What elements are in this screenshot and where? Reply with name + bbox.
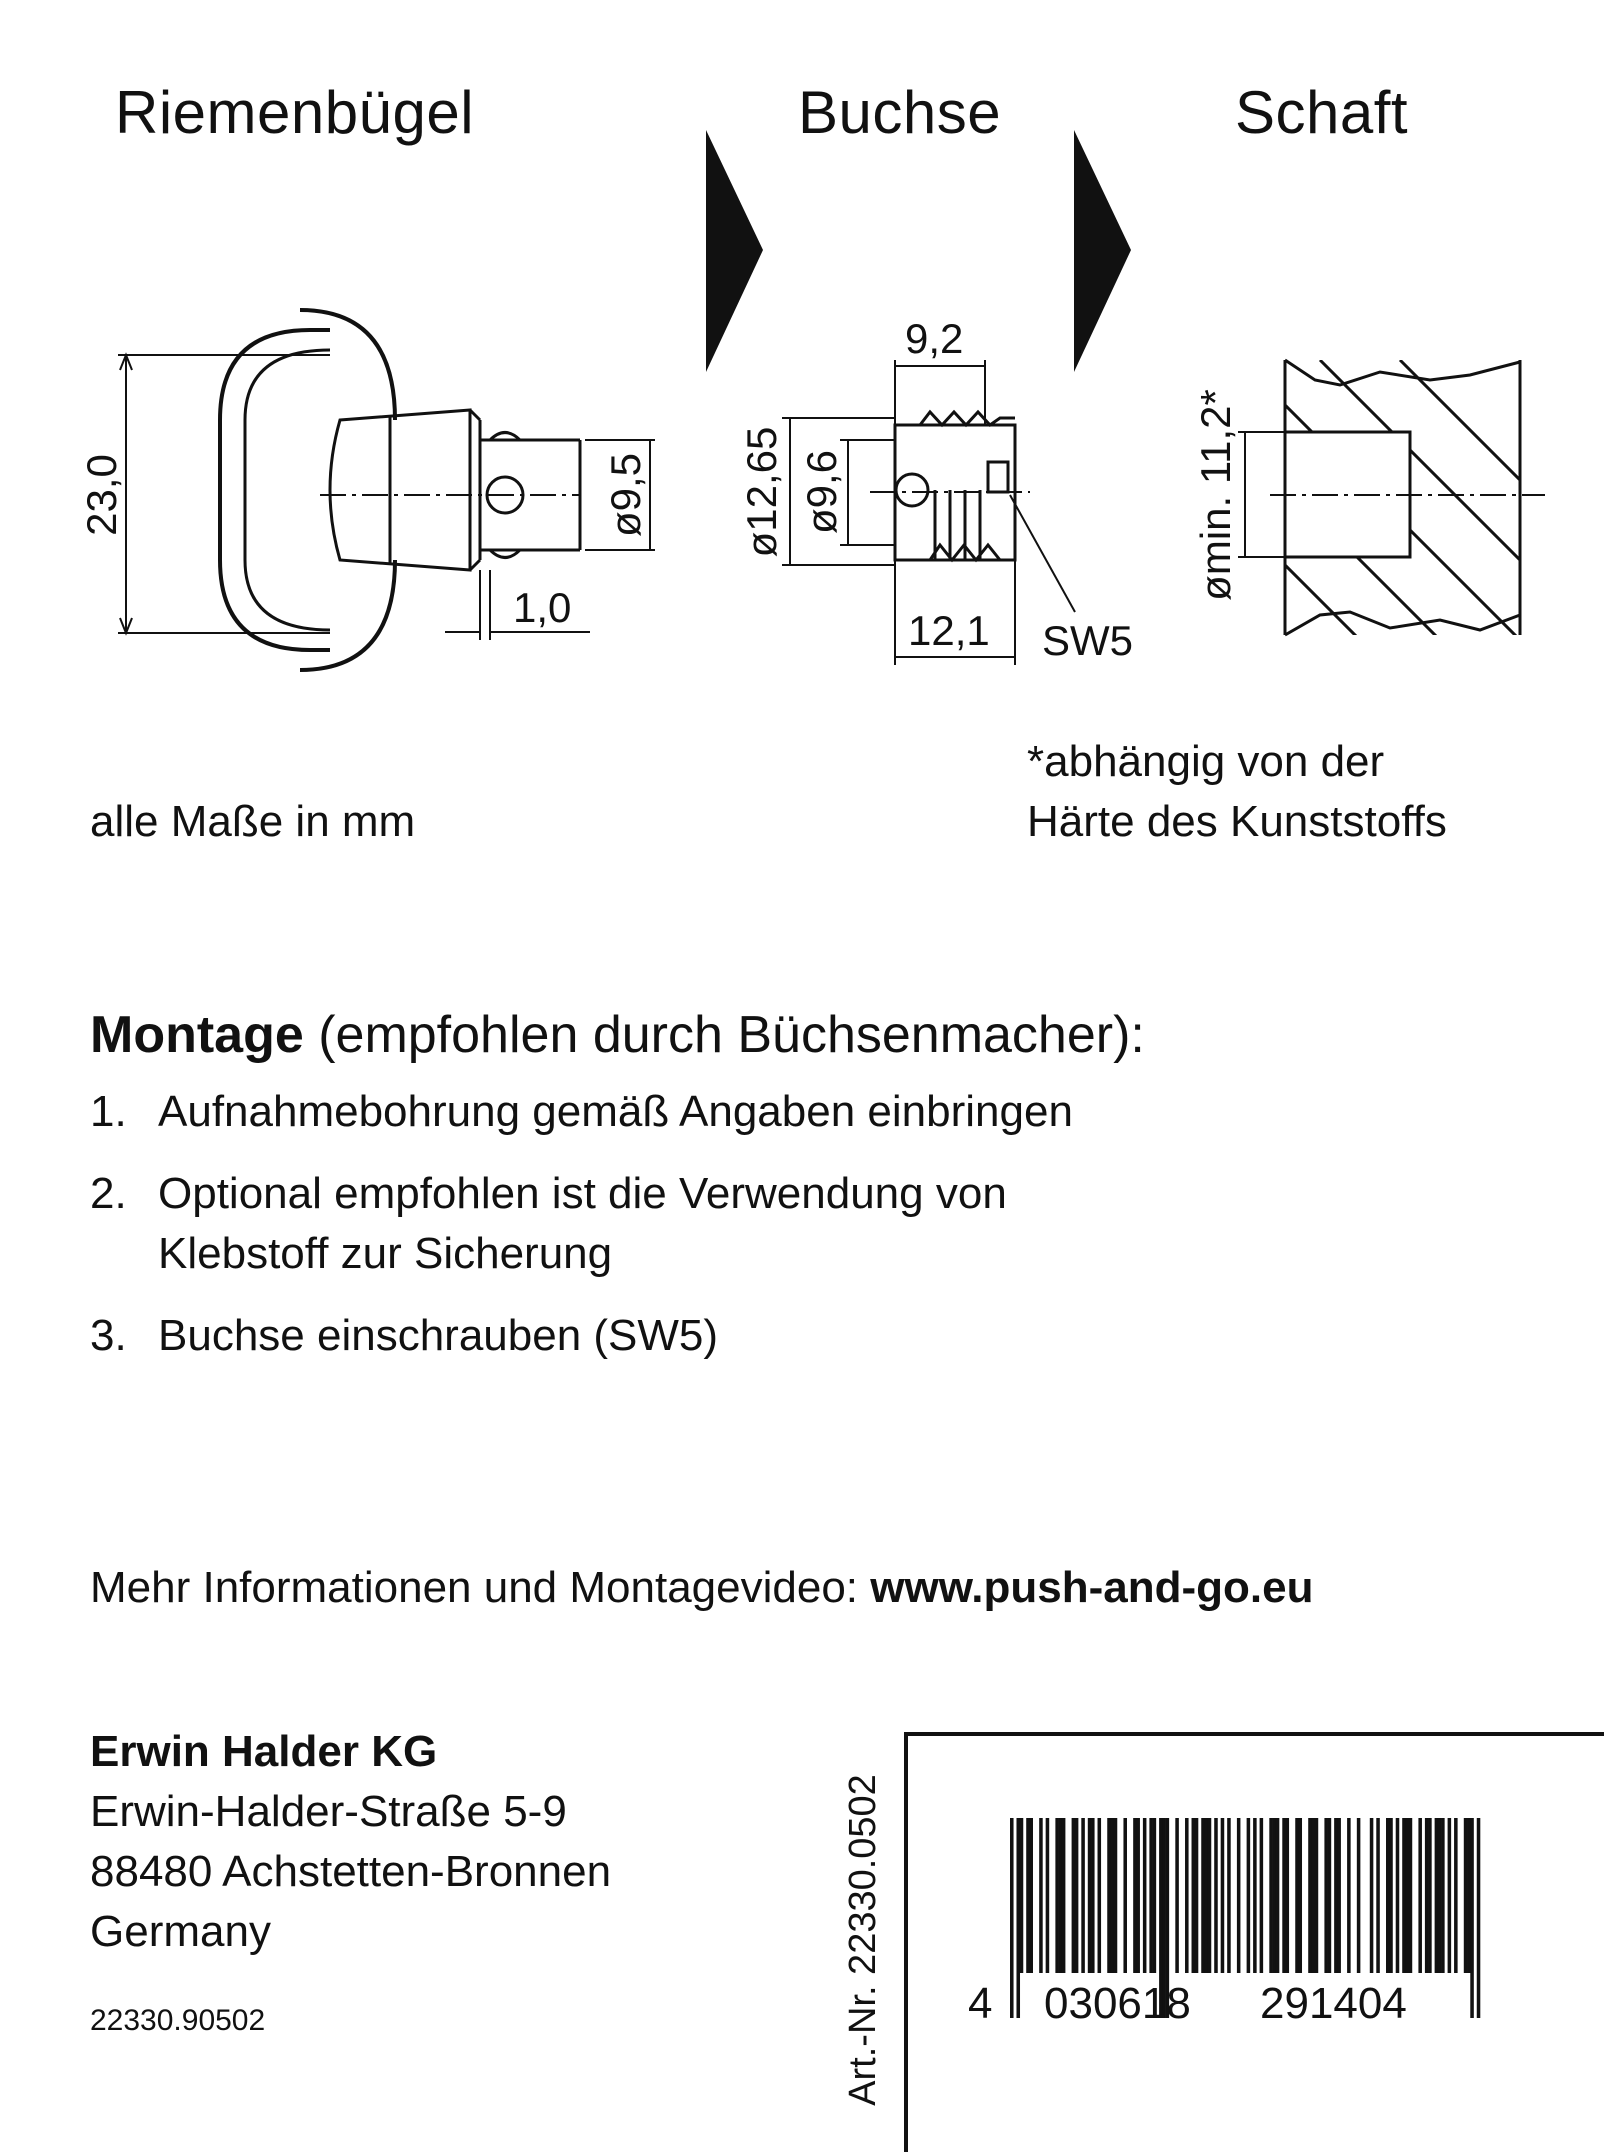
barcode-bar bbox=[1107, 1818, 1111, 1973]
barcode-bar bbox=[1441, 1818, 1445, 1973]
list-item bbox=[90, 1306, 1390, 1366]
company-city: 88480 Achstetten-Bronnen bbox=[90, 1847, 612, 1896]
barcode-bar bbox=[1175, 1818, 1179, 1973]
barcode-bar bbox=[1123, 1818, 1127, 1973]
company-address bbox=[90, 1722, 611, 1962]
barcode-bar bbox=[1286, 1818, 1290, 1973]
dim-buchse-top: 9,2 bbox=[905, 315, 964, 362]
barcode-bar bbox=[1448, 1818, 1452, 1973]
barcode-bar bbox=[1214, 1818, 1218, 1973]
barcode-bar bbox=[1114, 1818, 1118, 1973]
barcode-bar bbox=[1467, 1818, 1471, 1973]
barcode-bar bbox=[1055, 1818, 1059, 1973]
barcode-bar bbox=[1192, 1818, 1196, 1973]
company-street: Erwin-Halder-Straße 5-9 bbox=[90, 1787, 567, 1836]
barcode-bar bbox=[1091, 1818, 1095, 1973]
barcode-bar bbox=[1046, 1818, 1050, 1973]
step-number: 2. bbox=[90, 1169, 127, 1218]
step-text: Aufnahmebohrung gemäß Angaben einbringen bbox=[158, 1087, 1073, 1136]
barcode-bar bbox=[1227, 1818, 1231, 1973]
barcode-bar bbox=[1276, 1818, 1280, 1973]
barcode-bar bbox=[1315, 1818, 1319, 1973]
barcode-bar bbox=[1136, 1818, 1140, 1973]
barcode-bar bbox=[1133, 1818, 1137, 1973]
heading-riemenbuegel: Riemenbügel bbox=[115, 79, 475, 146]
schaft-drawing bbox=[1000, 360, 1604, 640]
barcode-bar bbox=[1143, 1818, 1147, 1973]
barcode-bar bbox=[1470, 1818, 1474, 2018]
barcode-left-group: 030618 bbox=[1044, 1979, 1191, 2028]
barcode-first-digit: 4 bbox=[968, 1979, 993, 2028]
montage-steps bbox=[90, 1082, 1390, 1366]
barcode-bar bbox=[1405, 1818, 1409, 1973]
dim-riemen-gap: 1,0 bbox=[513, 584, 572, 631]
barcode-bar bbox=[1347, 1818, 1351, 1973]
barcode-bar bbox=[1029, 1818, 1033, 1973]
barcode-bar bbox=[1402, 1818, 1406, 1973]
barcode-bar bbox=[1418, 1818, 1422, 1973]
barcode-bar bbox=[1477, 1818, 1481, 2018]
info-text: Mehr Informationen und Montagevideo: bbox=[90, 1563, 871, 1612]
barcode bbox=[968, 1818, 1480, 2028]
barcode-bar bbox=[1370, 1818, 1374, 1973]
barcode-bar bbox=[1153, 1818, 1157, 1973]
dim-riemen-height: 23,0 bbox=[78, 454, 125, 536]
barcode-bar bbox=[1464, 1818, 1468, 1973]
barcode-bar bbox=[1247, 1818, 1251, 1973]
website-link[interactable]: www.push-and-go.eu bbox=[870, 1563, 1314, 1612]
arrow-icon bbox=[706, 130, 763, 372]
company-code: 22330.90502 bbox=[90, 2004, 266, 2037]
barcode-bar bbox=[1149, 1818, 1153, 1973]
technical-drawing bbox=[0, 0, 1583, 720]
company-name: Erwin Halder KG bbox=[90, 1727, 438, 1776]
barcode-bar bbox=[1386, 1818, 1390, 1973]
barcode-bar bbox=[1273, 1818, 1277, 1973]
dim-schaft-bore: ømin. 11,2* bbox=[1192, 389, 1239, 601]
barcode-bar bbox=[1039, 1818, 1043, 1973]
barcode-right-group: 291404 bbox=[1260, 1979, 1407, 2028]
barcode-bar bbox=[1221, 1818, 1225, 1973]
barcode-bar bbox=[1425, 1818, 1429, 1973]
barcode-bar bbox=[1389, 1818, 1393, 1973]
footnote-line: Härte des Kunststoffs bbox=[1027, 797, 1447, 846]
barcode-bar bbox=[1075, 1818, 1079, 1973]
barcode-bar bbox=[1062, 1818, 1066, 1973]
barcode-bar bbox=[1204, 1818, 1208, 1973]
step-number: 1. bbox=[90, 1087, 127, 1136]
barcode-bar bbox=[1026, 1818, 1030, 1973]
barcode-bar bbox=[1269, 1818, 1273, 1973]
company-country: Germany bbox=[90, 1907, 271, 1956]
barcode-bar bbox=[1357, 1818, 1361, 1973]
barcode-bar bbox=[1438, 1818, 1442, 1973]
info-line bbox=[90, 1558, 1313, 1618]
list-item bbox=[90, 1082, 1390, 1142]
barcode-bar bbox=[1253, 1818, 1257, 1973]
barcode-bar bbox=[1328, 1818, 1332, 1973]
riemenbuegel-drawing bbox=[118, 310, 655, 670]
barcode-bar bbox=[1260, 1818, 1264, 1973]
barcode-bar bbox=[1435, 1818, 1439, 1973]
barcode-bar bbox=[1337, 1818, 1341, 1973]
barcode-bar bbox=[1324, 1818, 1328, 1973]
barcode-bar bbox=[1195, 1818, 1199, 1973]
dim-buchse-inner-dia: ø9,6 bbox=[798, 449, 845, 535]
dim-buchse-length: 12,1 bbox=[908, 607, 990, 654]
barcode-bar bbox=[1020, 1818, 1024, 1973]
barcode-bar bbox=[1110, 1818, 1114, 1973]
barcode-bar bbox=[1282, 1818, 1286, 1973]
barcode-bar bbox=[1010, 1818, 1014, 2018]
footnote-line: *abhängig von der bbox=[1027, 737, 1385, 786]
dim-buchse-outer-dia: ø12,65 bbox=[738, 426, 785, 558]
list-item bbox=[90, 1164, 1390, 1284]
barcode-bar bbox=[1428, 1818, 1432, 1973]
barcode-bar bbox=[1311, 1818, 1315, 1973]
step-text: Klebstoff zur Sicherung bbox=[158, 1229, 613, 1278]
barcode-bar bbox=[1208, 1818, 1212, 1973]
dim-buchse-sw: SW5 bbox=[1042, 617, 1134, 664]
arrow-icon bbox=[1074, 130, 1131, 372]
montage-subtitle: (empfohlen durch Büchsenmacher): bbox=[303, 1006, 1145, 1064]
montage-heading bbox=[90, 1000, 1390, 1070]
montage-title: Montage bbox=[90, 1006, 304, 1064]
barcode-bar bbox=[1185, 1818, 1189, 1973]
units-note: alle Maße in mm bbox=[90, 797, 416, 846]
barcode-bar bbox=[1088, 1818, 1092, 1973]
heading-buchse: Buchse bbox=[798, 79, 1002, 146]
step-text: Buchse einschrauben (SW5) bbox=[158, 1311, 719, 1360]
heading-schaft: Schaft bbox=[1235, 79, 1409, 146]
barcode-bar bbox=[1454, 1818, 1458, 1973]
barcode-bar bbox=[1237, 1818, 1241, 1973]
barcode-bar bbox=[1308, 1818, 1312, 1973]
step-text: Optional empfohlen ist die Verwendung von bbox=[158, 1169, 1007, 1218]
barcode-bar bbox=[1409, 1818, 1413, 1973]
montage-section bbox=[90, 1000, 1390, 1366]
barcode-bar bbox=[1098, 1818, 1102, 1973]
barcode-bar bbox=[1298, 1818, 1302, 1973]
dim-riemen-dia: ø9,5 bbox=[602, 452, 649, 538]
barcode-bar bbox=[1072, 1818, 1076, 1973]
barcode-bar bbox=[1059, 1818, 1063, 1973]
footnote bbox=[1027, 732, 1447, 852]
step-number: 3. bbox=[90, 1311, 127, 1360]
barcode-bar bbox=[1295, 1818, 1299, 1973]
barcode-bar bbox=[1016, 1818, 1020, 2018]
barcode-bar bbox=[1376, 1818, 1380, 1973]
barcode-bar bbox=[1201, 1818, 1205, 1973]
barcode-bar bbox=[1081, 1818, 1085, 1973]
article-number: Art.-Nr. 22330.0502 bbox=[842, 1774, 884, 2106]
barcode-bar bbox=[1334, 1818, 1338, 1973]
barcode-bar bbox=[1396, 1818, 1400, 1973]
